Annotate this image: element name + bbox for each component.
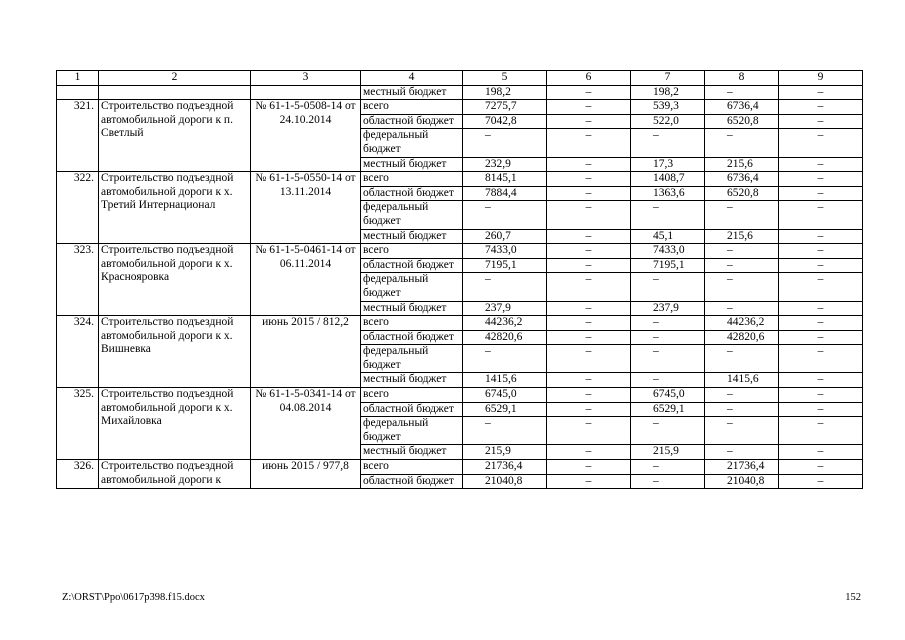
value-col6: – [547, 460, 631, 475]
value-col7: – [631, 201, 705, 229]
value-col7: – [631, 460, 705, 475]
value-col8: – [705, 345, 779, 373]
value-col6: – [547, 273, 631, 301]
value-col8: – [705, 445, 779, 460]
funding-source: всего [361, 460, 463, 475]
value-col6: – [547, 85, 631, 100]
value-col9: – [779, 100, 863, 115]
value-col9: – [779, 229, 863, 244]
funding-source: местный бюджет [361, 373, 463, 388]
value-col6: – [547, 445, 631, 460]
funding-source: областной бюджет [361, 114, 463, 129]
value-col7: – [631, 417, 705, 445]
value-col6: – [547, 129, 631, 157]
value-col6: – [547, 402, 631, 417]
value-col5: 237,9 [463, 301, 547, 316]
value-col6: – [547, 373, 631, 388]
header-cell: 8 [705, 71, 779, 86]
header-cell: 4 [361, 71, 463, 86]
value-col8: 21040,8 [705, 474, 779, 489]
value-col5: 7042,8 [463, 114, 547, 129]
value-col7: 7195,1 [631, 258, 705, 273]
value-col8: – [705, 301, 779, 316]
funding-source: областной бюджет [361, 402, 463, 417]
value-col9: – [779, 85, 863, 100]
value-col9: – [779, 201, 863, 229]
funding-source: местный бюджет [361, 229, 463, 244]
value-col5: – [463, 345, 547, 373]
object-name: Строительство подъездной автомобильной дороги к [99, 460, 251, 489]
table-row [57, 388, 863, 403]
header-cell: 3 [251, 71, 361, 86]
value-col8: – [705, 273, 779, 301]
value-col8: 6520,8 [705, 186, 779, 201]
table-row [57, 460, 863, 475]
value-col9: – [779, 417, 863, 445]
object-name: Строительство подъездной автомобильной дороги к х. Краснояровка [99, 244, 251, 316]
row-number: 322. [57, 172, 99, 244]
value-col8: 21736,4 [705, 460, 779, 475]
object-name: Строительство подъездной автомобильной дороги к х. Михайловка [99, 388, 251, 460]
value-col9: – [779, 258, 863, 273]
value-col6: – [547, 301, 631, 316]
document-ref: № 61-1-5-0508-14 от 24.10.2014 [251, 100, 361, 172]
object-name: Строительство подъездной автомобильной дороги к х. Вишневка [99, 316, 251, 388]
value-col8: 215,6 [705, 157, 779, 172]
value-col7: – [631, 330, 705, 345]
table-row [57, 172, 863, 187]
header-cell: 7 [631, 71, 705, 86]
value-col6: – [547, 186, 631, 201]
funding-source: всего [361, 388, 463, 403]
value-col9: – [779, 402, 863, 417]
value-col7: – [631, 373, 705, 388]
value-col7: 539,3 [631, 100, 705, 115]
value-col7: – [631, 273, 705, 301]
value-col9: – [779, 388, 863, 403]
value-col7: 215,9 [631, 445, 705, 460]
document-ref: № 61-1-5-0550-14 от 13.11.2014 [251, 172, 361, 244]
value-col9: – [779, 129, 863, 157]
value-col9: – [779, 186, 863, 201]
value-col7: 237,9 [631, 301, 705, 316]
value-col5: 44236,2 [463, 316, 547, 331]
value-col9: – [779, 114, 863, 129]
value-col6: – [547, 417, 631, 445]
funding-source: областной бюджет [361, 186, 463, 201]
funding-source: всего [361, 316, 463, 331]
value-col5: 21736,4 [463, 460, 547, 475]
funding-source: местный бюджет [361, 157, 463, 172]
value-col9: – [779, 445, 863, 460]
funding-source: областной бюджет [361, 474, 463, 489]
value-col6: – [547, 201, 631, 229]
value-col5: 7275,7 [463, 100, 547, 115]
table-header-row [57, 71, 863, 86]
funding-source: федеральный бюджет [361, 345, 463, 373]
value-col9: – [779, 301, 863, 316]
funding-source: всего [361, 244, 463, 259]
value-col5: – [463, 201, 547, 229]
value-col8: – [705, 85, 779, 100]
header-cell: 2 [99, 71, 251, 86]
funding-source: федеральный бюджет [361, 417, 463, 445]
funding-source: местный бюджет [361, 445, 463, 460]
value-col9: – [779, 330, 863, 345]
value-col7: – [631, 474, 705, 489]
value-col5: 6529,1 [463, 402, 547, 417]
footer-file-path: Z:\ORST\Ppo\0617p398.f15.docx [62, 592, 205, 603]
value-col6: – [547, 172, 631, 187]
value-col7: 6745,0 [631, 388, 705, 403]
row-number: 324. [57, 316, 99, 388]
header-cell: 5 [463, 71, 547, 86]
value-col6: – [547, 388, 631, 403]
value-col7: 1408,7 [631, 172, 705, 187]
value-col8: 44236,2 [705, 316, 779, 331]
value-col5: 232,9 [463, 157, 547, 172]
row-number: 326. [57, 460, 99, 489]
value-col5: 7884,4 [463, 186, 547, 201]
value-col6: – [547, 330, 631, 345]
value-col8: – [705, 402, 779, 417]
object-name: Строительство подъездной автомобильной дороги к п. Светлый [99, 100, 251, 172]
value-col6: – [547, 100, 631, 115]
value-col8: – [705, 201, 779, 229]
value-col5: 6745,0 [463, 388, 547, 403]
funding-source: местный бюджет [361, 85, 463, 100]
value-col7: – [631, 345, 705, 373]
value-col8: – [705, 417, 779, 445]
value-col9: – [779, 172, 863, 187]
value-col9: – [779, 373, 863, 388]
value-col9: – [779, 474, 863, 489]
value-col6: – [547, 114, 631, 129]
row-number: 323. [57, 244, 99, 316]
table-row [57, 244, 863, 259]
header-cell: 6 [547, 71, 631, 86]
value-col6: – [547, 258, 631, 273]
value-col7: – [631, 129, 705, 157]
funding-source: областной бюджет [361, 330, 463, 345]
value-col5: 215,9 [463, 445, 547, 460]
page-number: 152 [845, 592, 861, 603]
header-cell: 9 [779, 71, 863, 86]
value-col8: – [705, 244, 779, 259]
header-cell: 1 [57, 71, 99, 86]
funding-source: федеральный бюджет [361, 273, 463, 301]
value-col9: – [779, 244, 863, 259]
funding-source: областной бюджет [361, 258, 463, 273]
value-col5: 260,7 [463, 229, 547, 244]
document-ref: № 61-1-5-0461-14 от 06.11.2014 [251, 244, 361, 316]
object-name: Строительство подъездной автомобильной дороги к х. Третий Интернационал [99, 172, 251, 244]
value-col9: – [779, 460, 863, 475]
value-col8: 6736,4 [705, 172, 779, 187]
value-col7: 522,0 [631, 114, 705, 129]
budget-table [56, 70, 863, 489]
value-col5: 8145,1 [463, 172, 547, 187]
value-col8: 1415,6 [705, 373, 779, 388]
value-col5: 21040,8 [463, 474, 547, 489]
value-col5: 7433,0 [463, 244, 547, 259]
value-col6: – [547, 345, 631, 373]
value-col5: 42820,6 [463, 330, 547, 345]
value-col5: 198,2 [463, 85, 547, 100]
value-col6: – [547, 229, 631, 244]
value-col9: – [779, 316, 863, 331]
empty-cell [99, 85, 251, 100]
value-col5: – [463, 417, 547, 445]
funding-source: федеральный бюджет [361, 129, 463, 157]
value-col8: – [705, 388, 779, 403]
value-col8: 6520,8 [705, 114, 779, 129]
value-col5: – [463, 129, 547, 157]
funding-source: всего [361, 172, 463, 187]
value-col6: – [547, 474, 631, 489]
value-col7: 6529,1 [631, 402, 705, 417]
value-col7: 1363,6 [631, 186, 705, 201]
row-number: 321. [57, 100, 99, 172]
value-col7: 45,1 [631, 229, 705, 244]
value-col7: 17,3 [631, 157, 705, 172]
table-row [57, 316, 863, 331]
value-col9: – [779, 157, 863, 172]
value-col8: 42820,6 [705, 330, 779, 345]
carry-over-row [57, 85, 863, 100]
value-col5: 1415,6 [463, 373, 547, 388]
value-col8: 215,6 [705, 229, 779, 244]
row-number: 325. [57, 388, 99, 460]
document-ref: июнь 2015 / 977,8 [251, 460, 361, 489]
value-col8: 6736,4 [705, 100, 779, 115]
value-col9: – [779, 345, 863, 373]
value-col6: – [547, 244, 631, 259]
funding-source: федеральный бюджет [361, 201, 463, 229]
value-col5: – [463, 273, 547, 301]
value-col5: 7195,1 [463, 258, 547, 273]
value-col7: 7433,0 [631, 244, 705, 259]
empty-cell [57, 85, 99, 100]
value-col6: – [547, 157, 631, 172]
funding-source: местный бюджет [361, 301, 463, 316]
empty-cell [251, 85, 361, 100]
value-col8: – [705, 129, 779, 157]
value-col7: 198,2 [631, 85, 705, 100]
value-col7: – [631, 316, 705, 331]
funding-source: всего [361, 100, 463, 115]
document-ref: № 61-1-5-0341-14 от 04.08.2014 [251, 388, 361, 460]
value-col9: – [779, 273, 863, 301]
table-row [57, 100, 863, 115]
document-ref: июнь 2015 / 812,2 [251, 316, 361, 388]
value-col8: – [705, 258, 779, 273]
value-col6: – [547, 316, 631, 331]
